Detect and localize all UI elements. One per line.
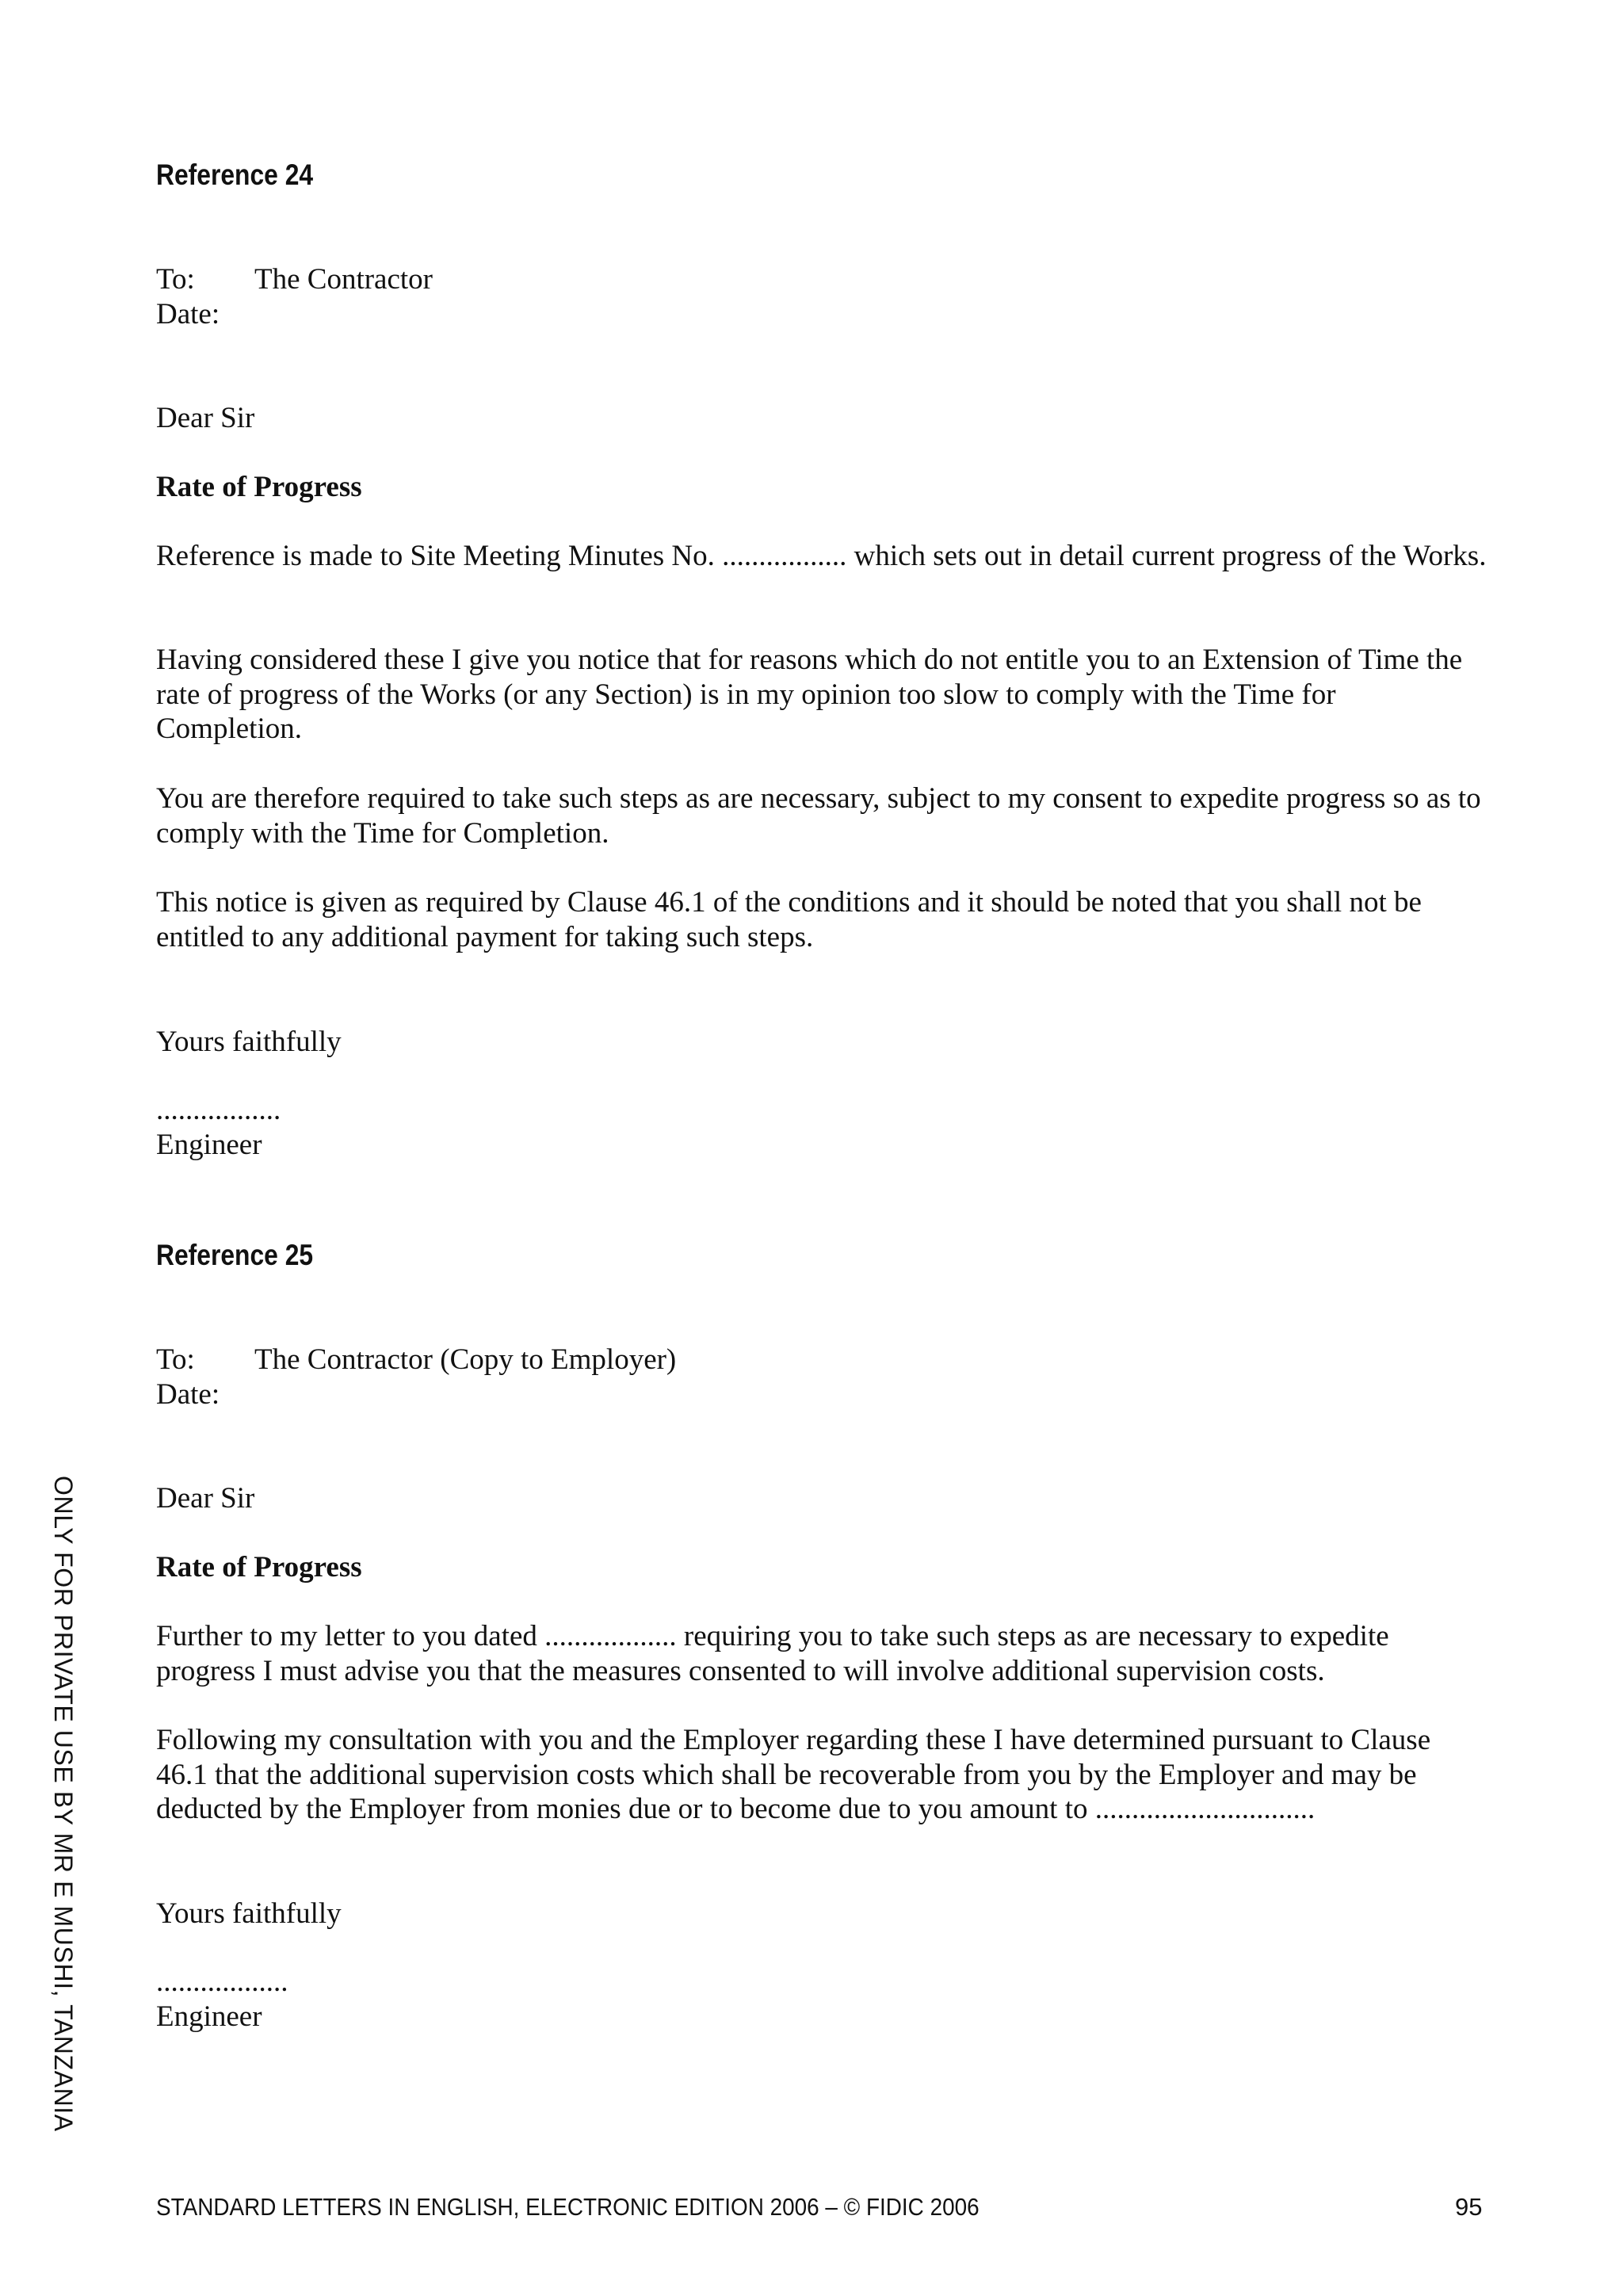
reference-25-heading: Reference 25 bbox=[156, 1239, 314, 1271]
subject-heading: Rate of Progress bbox=[156, 1551, 362, 1584]
to-label: To: bbox=[156, 1343, 195, 1376]
signature-line: .................. bbox=[156, 1966, 288, 1998]
page-number: 95 bbox=[1455, 2193, 1483, 2221]
paragraph: You are therefore required to take such steps as are necessary, subject to my consent to expedite progress so as to comply with the Time for Completion. bbox=[156, 782, 1481, 850]
signature-line: ................. bbox=[156, 1094, 281, 1126]
reference-24-heading: Reference 24 bbox=[156, 159, 314, 191]
to-value: The Contractor (Copy to Employer) bbox=[254, 1343, 677, 1376]
private-use-watermark: ONLY FOR PRIVATE USE BY MR E MUSHI, TANZANIA bbox=[49, 1476, 78, 2132]
closing: Yours faithfully bbox=[156, 1897, 342, 1930]
date-label: Date: bbox=[156, 1378, 220, 1411]
paragraph: Following my consultation with you and the Employer regarding these I have determined pursuant to Clause 46.1 that the additional supervision costs which shall be recoverable from you by the Employer and may be deducted by the Employer from monies due or to become due to you amount to .............................. bbox=[156, 1724, 1431, 1825]
footer-text: STANDARD LETTERS IN ENGLISH, ELECTRONIC EDITION 2006 – © FIDIC 2006 bbox=[156, 2193, 980, 2221]
signatory: Engineer bbox=[156, 1129, 262, 1161]
date-label: Date: bbox=[156, 298, 220, 330]
to-value: The Contractor bbox=[254, 263, 433, 296]
subject-heading: Rate of Progress bbox=[156, 471, 362, 503]
salutation: Dear Sir bbox=[156, 1482, 255, 1515]
to-label: To: bbox=[156, 263, 195, 296]
paragraph: Further to my letter to you dated .................. requiring you to take such steps as are necessary to expedite progress I must advise you that the measures consented to will involve additional supervision costs. bbox=[156, 1620, 1389, 1687]
paragraph: Having considered these I give you notice that for reasons which do not entitle you to an Extension of Time the rate of progress of the Works (or any Section) is in my opinion too slow to comply with the Time for Completion. bbox=[156, 644, 1463, 745]
salutation: Dear Sir bbox=[156, 402, 255, 434]
signatory: Engineer bbox=[156, 2000, 262, 2033]
paragraph: This notice is given as required by Clause 46.1 of the conditions and it should be noted that you shall not be entitled to any additional payment for taking such steps. bbox=[156, 886, 1422, 953]
paragraph: Reference is made to Site Meeting Minutes No. ................. which sets out in detail current progress of the Works. bbox=[156, 540, 1487, 572]
closing: Yours faithfully bbox=[156, 1026, 342, 1058]
